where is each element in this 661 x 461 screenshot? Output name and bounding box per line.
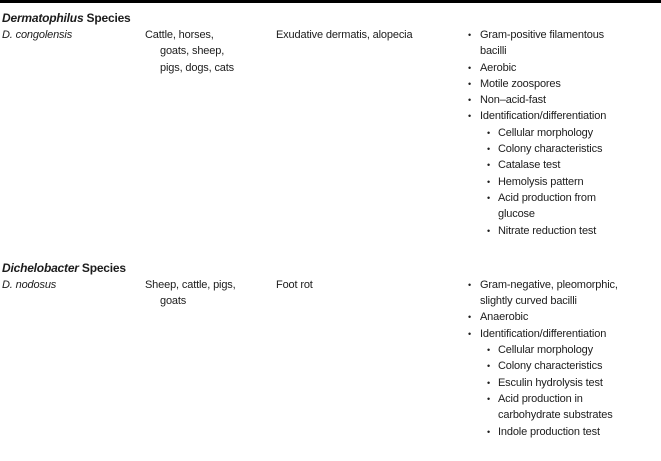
characteristic-entry bbox=[487, 424, 661, 440]
bullet-icon: • bbox=[468, 62, 472, 73]
bullet-icon: • bbox=[468, 78, 472, 89]
bullet-icon: • bbox=[487, 345, 491, 356]
bullet-icon: • bbox=[487, 393, 491, 404]
characteristic-item bbox=[468, 277, 661, 310]
characteristic-entry bbox=[487, 190, 661, 223]
species-name: D. congolensis bbox=[2, 29, 73, 41]
characteristic-text bbox=[498, 342, 593, 358]
characteristic-entry bbox=[487, 157, 661, 173]
characteristic-line: carbohydrate substrates bbox=[498, 409, 613, 422]
characteristic-text bbox=[498, 190, 596, 223]
characteristic-line: Cellular morphology bbox=[498, 126, 593, 139]
characteristic-entry bbox=[487, 125, 661, 141]
characteristic-entry bbox=[468, 92, 661, 108]
sub-characteristic-item bbox=[487, 141, 661, 157]
bullet-icon: • bbox=[487, 192, 491, 203]
bullet-icon: • bbox=[468, 312, 472, 323]
genus-section bbox=[2, 261, 661, 440]
characteristic-text bbox=[498, 375, 603, 391]
characteristic-line: Non–acid-fast bbox=[480, 94, 546, 107]
characteristic-entry bbox=[487, 391, 661, 424]
characteristic-entry bbox=[487, 174, 661, 190]
characteristic-line: Identification/differentiation bbox=[480, 110, 607, 123]
characteristic-text bbox=[480, 309, 528, 325]
bullet-icon: • bbox=[468, 111, 472, 122]
characteristic-entry bbox=[468, 60, 661, 76]
characteristic-item bbox=[468, 27, 661, 60]
characteristic-line: slightly curved bacilli bbox=[480, 295, 577, 308]
characteristic-item bbox=[468, 76, 661, 92]
bullet-icon: • bbox=[487, 225, 491, 236]
hosts-cell bbox=[145, 277, 276, 440]
characteristic-text bbox=[480, 326, 606, 342]
characteristic-item bbox=[468, 309, 661, 325]
characteristic-line: Catalase test bbox=[498, 159, 561, 172]
characteristic-line: Hemolysis pattern bbox=[498, 175, 584, 188]
disease-name: Exudative dermatis, alopecia bbox=[276, 29, 413, 41]
sub-characteristics-list bbox=[487, 342, 661, 440]
species-table bbox=[0, 11, 661, 440]
bullet-icon: • bbox=[487, 144, 491, 155]
sub-characteristic-item bbox=[487, 375, 661, 391]
characteristic-line: Identification/differentiation bbox=[480, 327, 607, 340]
section-header-label: Species bbox=[78, 260, 126, 275]
section-header-label: Species bbox=[83, 11, 131, 25]
sub-characteristic-item bbox=[487, 342, 661, 358]
characteristic-line: Gram-negative, pleomorphic, bbox=[480, 278, 618, 291]
characteristic-text bbox=[498, 141, 602, 157]
genus-name: Dermatophilus bbox=[2, 11, 84, 25]
sub-characteristic-item bbox=[487, 391, 661, 424]
characteristic-line: Gram-positive filamentous bbox=[480, 29, 605, 41]
characteristics-cell bbox=[466, 277, 661, 440]
bullet-icon: • bbox=[468, 328, 472, 339]
bullet-icon: • bbox=[487, 361, 491, 372]
characteristic-entry bbox=[487, 358, 661, 374]
characteristic-entry bbox=[487, 375, 661, 391]
characteristic-text bbox=[498, 223, 596, 239]
characteristic-text bbox=[498, 174, 583, 190]
characteristic-entry bbox=[487, 342, 661, 358]
genus-section bbox=[2, 11, 661, 239]
characteristic-text bbox=[480, 60, 516, 76]
characteristic-line: Cellular morphology bbox=[498, 344, 593, 357]
characteristic-line: Anaerobic bbox=[480, 311, 529, 324]
bullet-icon: • bbox=[487, 160, 491, 171]
characteristic-entry bbox=[487, 141, 661, 157]
host-line: goats, sheep, bbox=[160, 45, 225, 58]
host-line: pigs, dogs, cats bbox=[160, 61, 235, 74]
sub-characteristic-item bbox=[487, 190, 661, 223]
characteristic-item bbox=[468, 326, 661, 440]
section-header bbox=[2, 261, 661, 275]
section-header bbox=[2, 11, 661, 25]
characteristic-entry bbox=[468, 27, 661, 60]
table-row bbox=[2, 277, 661, 440]
bullet-icon: • bbox=[468, 30, 472, 40]
characteristic-line: Indole production test bbox=[498, 425, 600, 438]
characteristic-line: Acid production from bbox=[498, 191, 596, 204]
characteristic-text bbox=[480, 76, 561, 92]
bullet-icon: • bbox=[487, 426, 491, 437]
characteristic-line: Colony characteristics bbox=[498, 360, 603, 373]
sub-characteristic-item bbox=[487, 358, 661, 374]
sub-characteristics-list bbox=[487, 125, 661, 239]
characteristic-text bbox=[480, 92, 546, 108]
characteristic-entry bbox=[468, 309, 661, 325]
sub-characteristic-item bbox=[487, 424, 661, 440]
bullet-icon: • bbox=[468, 279, 472, 290]
sub-characteristic-item bbox=[487, 157, 661, 173]
characteristic-line: Acid production in bbox=[498, 392, 583, 405]
characteristic-line: Colony characteristics bbox=[498, 143, 603, 156]
characteristic-entry bbox=[468, 277, 661, 310]
bullet-icon: • bbox=[468, 95, 472, 106]
characteristic-text bbox=[498, 125, 593, 141]
hosts-cell bbox=[145, 27, 276, 239]
characteristic-item bbox=[468, 108, 661, 238]
host-line: Sheep, cattle, pigs, bbox=[145, 278, 236, 291]
host-line: Cattle, horses, bbox=[145, 29, 214, 41]
characteristic-text bbox=[498, 424, 600, 440]
host-line: goats bbox=[160, 295, 187, 308]
characteristic-item bbox=[468, 60, 661, 76]
characteristic-text bbox=[498, 391, 613, 424]
characteristics-cell bbox=[466, 27, 661, 239]
genus-name: Dichelobacter bbox=[2, 260, 79, 275]
bullet-icon: • bbox=[487, 377, 491, 388]
characteristic-text bbox=[480, 108, 606, 124]
characteristic-entry bbox=[468, 326, 661, 342]
disease-name: Foot rot bbox=[276, 278, 313, 291]
characteristic-text bbox=[498, 157, 560, 173]
characteristic-entry bbox=[468, 76, 661, 92]
characteristic-text bbox=[480, 277, 618, 310]
characteristic-line: bacilli bbox=[480, 45, 507, 58]
characteristic-line: Aerobic bbox=[480, 61, 517, 74]
sub-characteristic-item bbox=[487, 223, 661, 239]
characteristic-item bbox=[468, 92, 661, 108]
characteristic-text bbox=[480, 27, 604, 60]
characteristic-line: glucose bbox=[498, 208, 535, 221]
bullet-icon: • bbox=[487, 176, 491, 187]
characteristic-line: Nitrate reduction test bbox=[498, 224, 597, 237]
bullet-icon: • bbox=[487, 127, 491, 138]
table-row bbox=[2, 27, 661, 239]
species-name: D. nodosus bbox=[2, 278, 57, 291]
characteristic-line: Motile zoospores bbox=[480, 77, 561, 90]
sub-characteristic-item bbox=[487, 174, 661, 190]
characteristic-line: Esculin hydrolysis test bbox=[498, 376, 603, 389]
characteristic-entry bbox=[468, 108, 661, 124]
sub-characteristic-item bbox=[487, 125, 661, 141]
characteristic-text bbox=[498, 358, 602, 374]
table-top-border bbox=[0, 0, 661, 3]
characteristic-entry bbox=[487, 223, 661, 239]
